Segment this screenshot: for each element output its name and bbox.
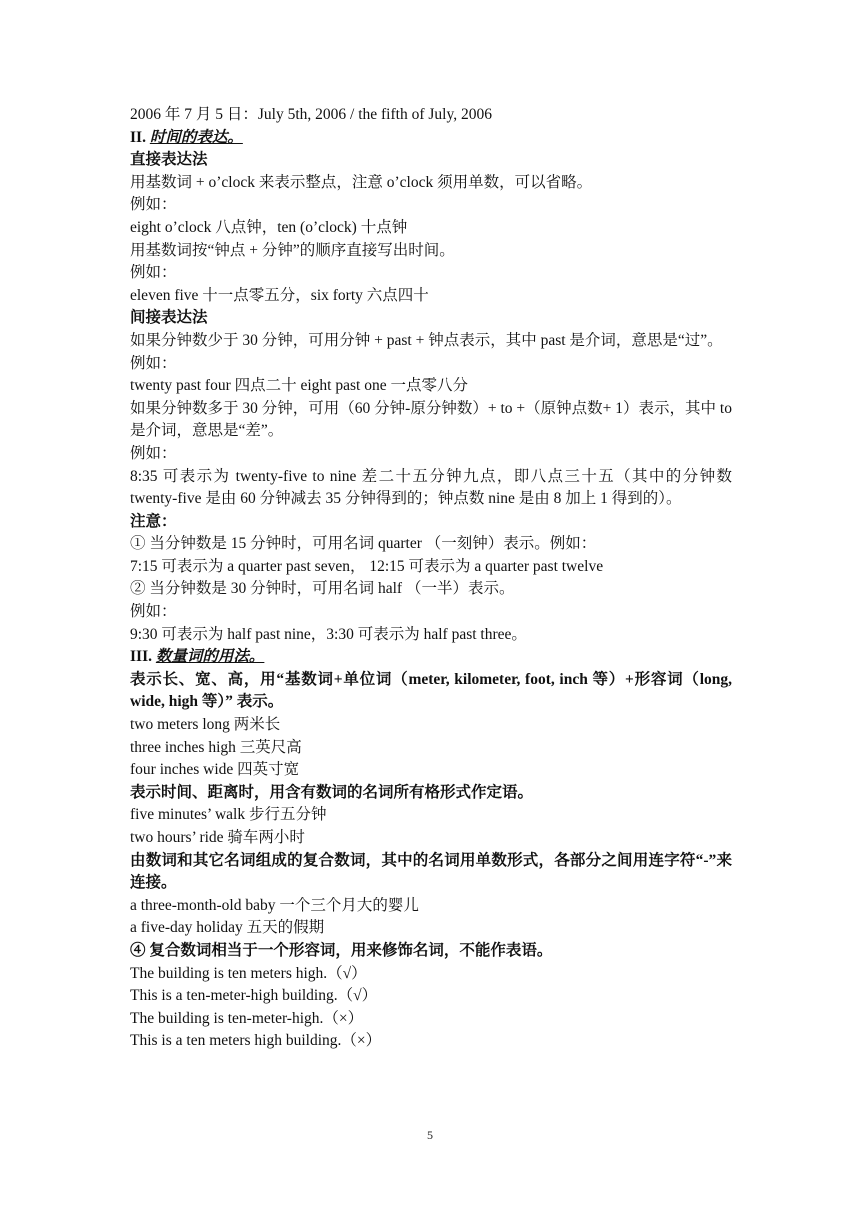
text-line: This is a ten meters high building.（×） xyxy=(130,1032,382,1050)
text-line: 例如： xyxy=(130,444,177,462)
text-line: 9:30 可表示为 half past nine，3:30 可表示为 half past three。 xyxy=(130,625,527,643)
text-line: twenty past four 四点二十 eight past one 一点零八分 xyxy=(130,377,468,395)
section-heading xyxy=(130,127,732,150)
section-title: 时间的表达。 xyxy=(149,128,243,146)
text-line: 例如： xyxy=(130,354,177,372)
subheading-line: 间接表达法 xyxy=(130,309,208,327)
text-line: This is a ten-meter-high building.（√） xyxy=(130,987,378,1005)
text-line: ② 当分钟数是 30 分钟时，可用名词 half （一半）表示。 xyxy=(130,580,515,598)
document-body xyxy=(130,104,732,1053)
text-line: eleven five 十一点零五分，six forty 六点四十 xyxy=(130,286,429,304)
text-line: 例如： xyxy=(130,264,177,282)
text-line: eight o’clock 八点钟，ten (o’clock) 十点钟 xyxy=(130,218,408,236)
subheading-line: 由数词和其它名词组成的复合数词，其中的名词用单数形式，各部分之间用连字符“-”来连接。 xyxy=(130,851,732,892)
text-line: two hours’ ride 骑车两小时 xyxy=(130,829,305,846)
section-number: III. xyxy=(130,648,152,666)
text-line: five minutes’ walk 步行五分钟 xyxy=(130,806,327,824)
text-line: four inches wide 四英寸宽 xyxy=(130,761,300,779)
page-number: 5 xyxy=(427,1128,433,1142)
text-line: 7:15 可表示为 a quarter past seven， 12:15 可表示为 a quarter past twelve xyxy=(130,557,604,575)
text-line: ① 当分钟数是 15 分钟时，可用名词 quarter （一刻钟）表示。例如： xyxy=(130,535,597,553)
text-line: The building is ten meters high.（√） xyxy=(130,964,367,982)
text-line: 如果分钟数少于 30 分钟，可用分钟 + past + 钟点表示，其中 past 是介词，意思是“过”。 xyxy=(130,331,723,349)
text-line: 用基数词 + o’clock 来表示整点，注意 o’clock 须用单数，可以省略。 xyxy=(130,173,593,191)
text-line: 如果分钟数多于 30 分钟，可用（60 分钟-原分钟数）+ to +（原钟点数+ 1）表示，其中 to 是介词，意思是“差”。 xyxy=(130,399,732,440)
subheading-line: 直接表达法 xyxy=(130,151,208,169)
text-line: a three-month-old baby 一个三个月大的婴儿 xyxy=(130,896,419,914)
subheading-line: 注意： xyxy=(130,512,177,530)
text-line: 8:35 可表示为 twenty-five to nine 差二十五分钟九点，即八点三十五（其中的分钟数 twenty-five 是由 60 分钟减去 35 分钟得到的；钟点数 nine 是由 8 加上 1 得到的）。 xyxy=(130,467,732,508)
section-title: 数量词的用法。 xyxy=(155,648,265,666)
text-line: The building is ten-meter-high.（×） xyxy=(130,1009,364,1027)
section-number: II. xyxy=(130,128,146,146)
section-heading xyxy=(130,646,732,669)
text-line: a five-day holiday 五天的假期 xyxy=(130,919,325,937)
subheading-line: ④ 复合数词相当于一个形容词，用来修饰名词，不能作表语。 xyxy=(130,941,553,959)
text-line: 用基数词按“钟点 + 分钟”的顺序直接写出时间。 xyxy=(130,241,455,259)
text-line: 例如： xyxy=(130,603,177,621)
text-line: two meters long 两米长 xyxy=(130,716,281,734)
text-line: 2006 年 7 月 5 日：July 5th, 2006 / the fifth of July, 2006 xyxy=(130,106,492,123)
text-line: 例如： xyxy=(130,196,177,214)
subheading-line: 表示长、宽、高，用“基数词+单位词（meter, kilometer, foot, inch 等）+形容词（long, wide, high 等）” 表示。 xyxy=(130,670,732,711)
subheading-line: 表示时间、距离时，用含有数词的名词所有格形式作定语。 xyxy=(130,783,534,801)
text-line: three inches high 三英尺高 xyxy=(130,738,302,756)
